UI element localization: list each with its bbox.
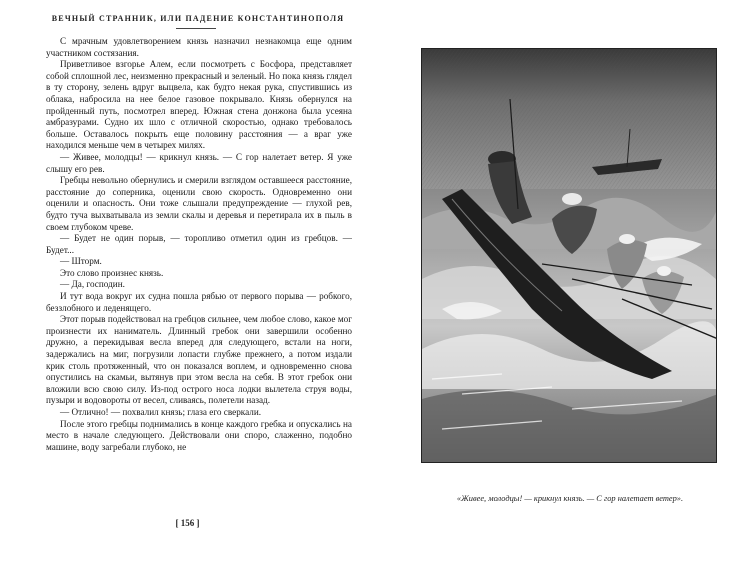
paragraph: — Будет не один порыв, — торопливо отметил один из гребцов. — Будет...	[46, 233, 352, 255]
paragraph: — Живее, молодцы! — крикнул князь. — С гор налетает ветер. Я уже слышу его рев.	[46, 151, 352, 174]
paragraph: И тут вода вокруг их судна пошла рябью от первого порыва — робкого, беззлобного и леденящего.	[46, 291, 352, 313]
paragraph: — Да, господин.	[60, 279, 125, 290]
paragraph: — Отлично! — похвалил князь; глаза его сверкали.	[60, 407, 262, 417]
right-page	[375, 0, 750, 561]
page-number: [ 156 ]	[175, 518, 200, 528]
paragraph: Этот порыв подействовал на гребцов сильнее, чем любое слово, какое мог произнести их наниматель. Длинный гребок они завершили особенно дружно, а перекидывая весла вперед для следующего, встали на ноги, задержались на миг, погрузили лопасти глубже прежнего, а потом издали крик столь протяженный, что он показался воплем, и одновременно снова опустились на скамьи, вытянув при этом весла на себя. В этот гребок они вложили всю свою силу. Из-под острого носа лодки вылетела струя воды, пузыри и водовороты от весел, сливаясь, полетели назад.	[46, 314, 352, 406]
paragraph: — Шторм.	[60, 256, 102, 267]
running-head: ВЕЧНЫЙ СТРАННИК, ИЛИ ПАДЕНИЕ КОНСТАНТИНОПОЛЯ	[51, 14, 345, 23]
paragraph: Приветливое взгорье Алем, если посмотреть с Босфора, представляет собой сплошной лес, неизменно прекрасный и зеленый. Но пока князь глядел в ту сторону, зелень вдруг выцвела, как будто некая рука, спустившись из облака, набросила на нее белое газовое покрывало. Князь обернулся на пройденный путь, посмотрел вперед. Южная стена донжона была усеяна амбразурами. Судно их шло с отличной скоростью, однако требовалось больше. Оставалось покрыть еще половину расстояния — а враг уже находился меньше чем в четырех милях.	[46, 59, 352, 151]
engraving-image	[422, 49, 717, 463]
paragraph: После этого гребцы поднимались в конце каждого гребка и опускались на место в начале следующего. Действовали они споро, слаженно, подобно машине, воду загребали глубоко, не	[46, 418, 352, 452]
paragraph: Это слово произнес князь.	[60, 267, 164, 278]
body-text	[46, 36, 352, 453]
paragraph: Гребцы невольно обернулись и смерили взглядом оставшееся расстояние, расстояние до соперника, оценили свою скорость. Одновременно они оценили и опасность. Они тоже слышали предупреждение — глухой рев, будто туча выхватывала из земли скалы и деревья и перетирала их в пыль в своем глубоком чреве.	[46, 175, 352, 232]
illustration-boat-storm	[421, 48, 717, 463]
illustration-caption: «Живее, молодцы! — крикнул князь. — С гор налетает ветер».	[456, 494, 684, 503]
paragraph: С мрачным удовлетворением князь назначил незнакомца еще одним участником состязания.	[46, 36, 352, 58]
header-rule	[176, 28, 216, 29]
